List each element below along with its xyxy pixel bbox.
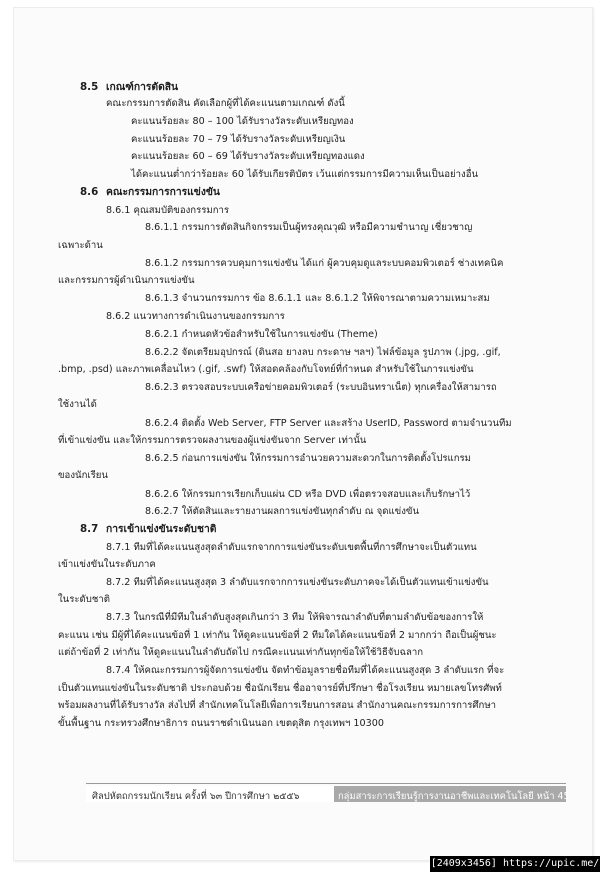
text-line: ขั้นพื้นฐาน กระทรวงศึกษาธิการ ถนนราชดำเนินนอก เขตดุสิต กรุงเทพฯ 10300 [58,718,384,729]
text-line: 8.6.2.2 จัดเตรียมอุปกรณ์ (ดินสอ ยางลบ กระดาษ ฯลฯ) ไฟล์ข้อมูล รูปภาพ (.jpg, .gif, [145,347,501,358]
text-line: 8.6.1.2 กรรมการควบคุมการแข่งขัน ได้แก่ ผู้ควบคุมดูแลระบบคอมพิวเตอร์ ช่างเทคนิค [145,258,504,269]
text-line: แต่ถ้าข้อที่ 2 เท่ากัน ให้ดูคะแนนในลำดับถัดไป กรณีคะแนนเท่ากันทุกข้อให้ใช้วิธีจับฉลาก [58,647,424,658]
document-page [13,7,593,861]
footer-rule [86,783,566,784]
text-line: .bmp, .psd) และภาพเคลื่อนไหว (.gif, .swf) ให้สอดคล้องกับโจทย์ที่กำหนด สำหรับใช้ในการแข่งขัน [58,364,474,375]
text-line: ของนักเรียน [58,470,108,481]
text-line: 8.7.3 ในกรณีที่มีทีมในลำดับสูงสุดเกินกว่า 3 ทีม ให้พิจารณาลำดับที่ตามลำดับข้อของการให้ [106,612,484,623]
text-line: พร้อมผลงานที่ได้รับรางวัล ส่งไปที่ สำนักเทคโนโลยีเพื่อการเรียนการสอน สำนักงานคณะกรรมการการศึกษา [58,700,497,711]
text-line: 8.6.2.5 ก่อนการแข่งขัน ให้กรรมการอำนวยความสะดวกในการติดตั้งโปรแกรม [145,453,471,464]
section-heading: การเข้าแข่งขันระดับชาติ [106,523,217,535]
footer-event-title: ศิลปหัตถกรรมนักเรียน ครั้งที่ ๖๓ ปีการศึกษา ๒๕๕๖ [92,791,300,802]
text-line: เป็นตัวแทนแข่งขันในระดับชาติ ประกอบด้วย ชื่อนักเรียน ชื่ออาจารย์ที่ปรึกษา ชื่อโรงเรียน หมายเลขโทรศัพท์ [58,683,502,694]
text-line: และกรรมการผู้ดำเนินการแข่งขัน [58,275,195,286]
text-line: 8.6.1.3 จำนวนกรรมการ ข้อ 8.6.1.1 และ 8.6.1.2 ให้พิจารณาตามความเหมาะสม [145,293,490,304]
text-line: 8.6.2.6 ให้กรรมการเรียกเก็บแผ่น CD หรือ DVD เพื่อตรวจสอบและเก็บรักษาไว้ [145,489,471,500]
text-line: เข้าแข่งขันในระดับภาค [58,559,156,570]
text-line: 8.6.2.3 ตรวจสอบระบบเครือข่ายคอมพิวเตอร์ (ระบบอินทราเน็ต) ทุกเครื่องให้สามารถ [145,382,497,393]
text-line: เฉพาะด้าน [58,240,103,251]
section-number: 8.5 [80,81,99,93]
text-line: 8.7.2 ทีมที่ได้คะแนนสูงสุด 3 ลำดับแรกจากการแข่งขันระดับภาคจะได้เป็นตัวแทนเข้าแข่งขัน [106,577,489,588]
image-watermark: [2409x3456] https://upic.me/ [430,856,600,872]
section-heading: เกณฑ์การตัดสิน [106,81,179,93]
text-line: 8.6.2.4 ติดตั้ง Web Server, FTP Server และสร้าง UserID, Password ตามจำนวนทีม [145,418,512,429]
footer-subject-page: กลุ่มสาระการเรียนรู้การงานอาชีพและเทคโนโลยี หน้า 45 [338,791,570,802]
text-line: 8.7.4 ให้คณะกรรมการผู้จัดการแข่งขัน จัดทำข้อมูลรายชื่อทีมที่ได้คะแนนสูงสุด 3 ลำดับแรก ที่จะ [106,665,505,676]
footer-left-box [86,786,334,802]
text-line: คะแนน เช่น มีผู้ที่ได้คะแนนข้อที่ 1 เท่ากัน ให้ดูคะแนนข้อที่ 2 ทีมใดได้คะแนนข้อที่ 2 มากกว่า ถือเป็นผู้ชนะ [58,630,497,641]
text-line: 8.6.1.1 กรรมการตัดสินกิจกรรมเป็นผู้ทรงคุณวุฒิ หรือมีความชำนาญ เชี่ยวชาญ [145,222,473,233]
text-line: 8.6.2 แนวทางการดำเนินงานของกรรมการ [106,311,285,322]
text-line: ได้คะแนนต่ำกว่าร้อยละ 60 ได้รับเกียรติบัตร เว้นแต่กรรมการมีความเห็นเป็นอย่างอื่น [131,169,479,180]
text-line: 8.7.1 ทีมที่ได้คะแนนสูงสุดลำดับแรกจากการแข่งขันระดับเขตพื้นที่การศึกษาจะเป็นตัวแทน [106,542,477,553]
section-number: 8.6 [80,186,99,198]
text-line: 8.6.1 คุณสมบัติของกรรมการ [106,205,230,216]
text-line: ใช้งานได้ [58,399,97,410]
text-line: คณะกรรมการตัดสิน คัดเลือกผู้ที่ได้คะแนนตามเกณฑ์ ดังนี้ [106,98,345,109]
page-footer [86,783,570,803]
footer-right-box [334,786,570,802]
section-number: 8.7 [80,523,99,535]
text-line: 8.6.2.7 ให้ตัดสินและรายงานผลการแข่งขันทุกลำดับ ณ จุดแข่งขัน [145,506,420,517]
text-line: ที่เข้าแข่งขัน และให้กรรมการตรวจผลงานของผู้แข่งขันจาก Server เท่านั้น [58,435,367,446]
text-line: ในระดับชาติ [58,594,110,605]
section-heading: คณะกรรมการการแข่งขัน [106,186,220,198]
text-line: คะแนนร้อยละ 60 – 69 ได้รับรางวัลระดับเหรียญทองแดง [131,151,365,162]
text-line: คะแนนร้อยละ 70 – 79 ได้รับรางวัลระดับเหรียญเงิน [131,134,346,145]
text-line: คะแนนร้อยละ 80 – 100 ได้รับรางวัลระดับเหรียญทอง [131,116,354,127]
text-line: 8.6.2.1 กำหนดหัวข้อสำหรับใช้ในการแข่งขัน (Theme) [145,329,378,340]
